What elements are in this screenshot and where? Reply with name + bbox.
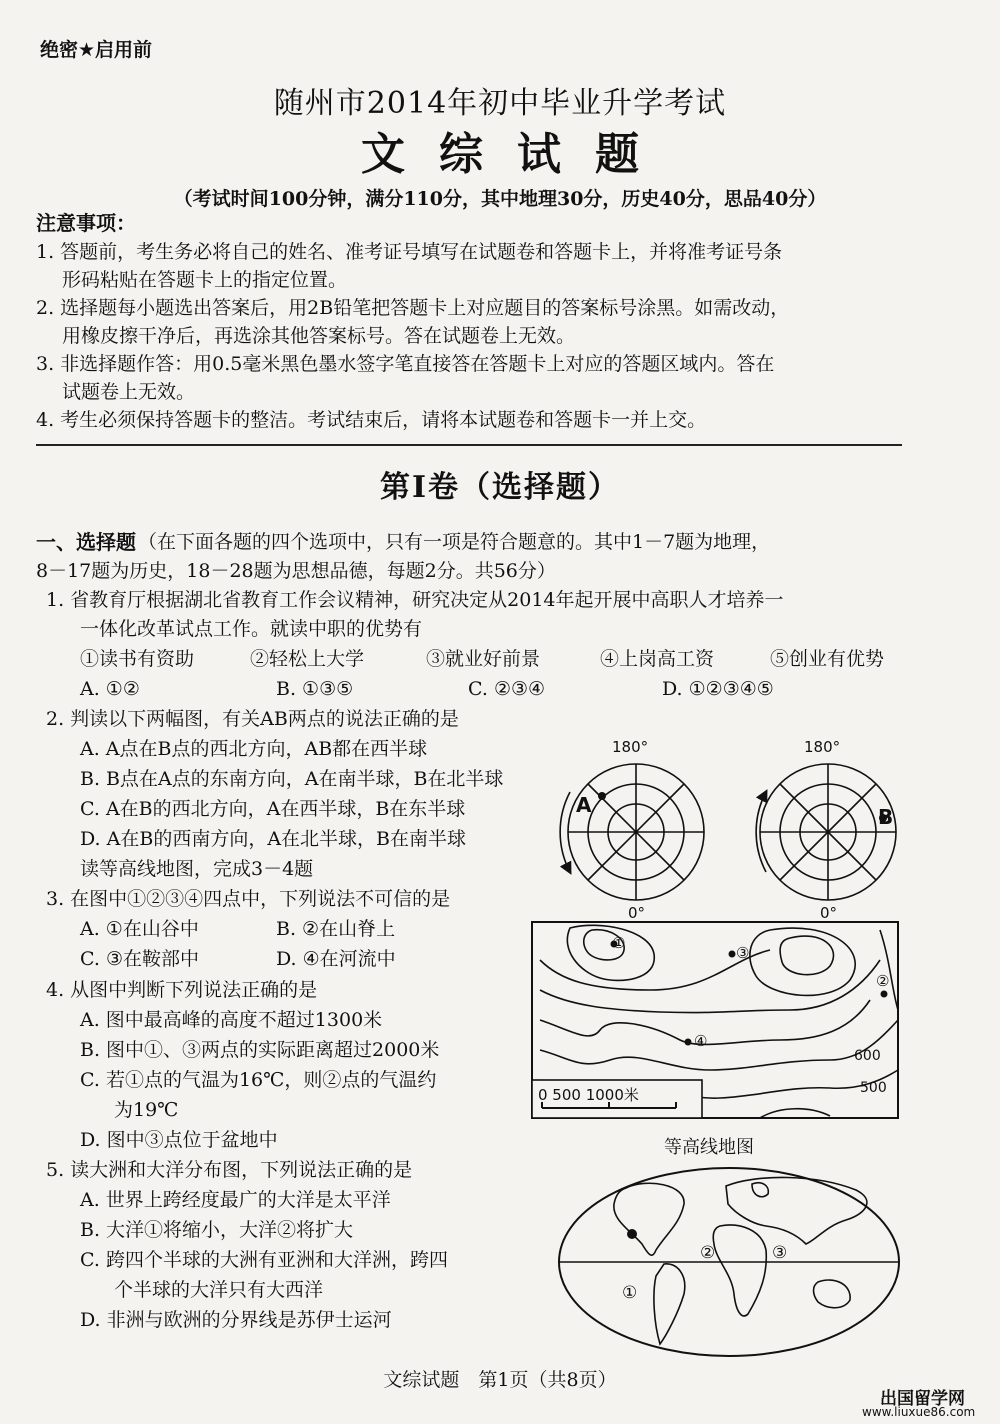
part1-instructions: （在下面各题的四个选项中，只有一项是符合题意的。其中1－7题为地理， [138, 531, 771, 553]
q1-option-d[interactable]: D. ①②③④⑤ [662, 678, 774, 700]
q3-option-a[interactable]: A. ①在山谷中 [80, 918, 199, 940]
q1-option-c[interactable]: C. ②③④ [468, 678, 546, 700]
q4-option-c[interactable]: C. 若①点的气温为16℃，则②点的气温约 [80, 1069, 437, 1091]
q1-stem: 1. 省教育厅根据湖北省教育工作会议精神，研究决定从2014年起开展中高职人才培养一 [46, 589, 784, 611]
q2-option-b[interactable]: B. B点在A点的东南方向，A在南半球，B在北半球 [80, 768, 504, 790]
part1-heading: 一、选择题 [36, 530, 136, 554]
q5-option-b[interactable]: B. 大洋①将缩小，大洋②将扩大 [80, 1219, 354, 1241]
continent-outlines [614, 1177, 867, 1344]
q5-option-c[interactable]: C. 跨四个半球的大洲有亚洲和大洋洲，跨四 [80, 1249, 448, 1271]
notice-line: 形码粘贴在答题卡上的指定位置。 [62, 269, 348, 291]
notice-heading: 注意事项： [36, 211, 136, 235]
q1-item: ③就业好前景 [426, 648, 541, 670]
notice-line: 3. 非选择题作答：用0.5毫米黑色墨水签字笔直接答在答题卡上对应的答题区域内。答在 [36, 353, 775, 375]
q2-stem: 2. 判读以下两幅图，有关AB两点的说法正确的是 [46, 708, 459, 730]
q4-option-d[interactable]: D. 图中③点位于盆地中 [80, 1129, 278, 1151]
point-1: ① [612, 934, 626, 952]
point-3: ③ [736, 944, 750, 962]
scale-bar: 0 500 1000米 [538, 1086, 639, 1104]
q1-item: ⑤创业有优势 [770, 648, 885, 670]
label-180: 180° [804, 738, 841, 756]
exam-title: 随州市2014年初中毕业升学考试 [273, 86, 727, 121]
notice-line: 2. 选择题每小题选出答案后，用2B铅笔把答题卡上对应题目的答案标号涂黑。如需改动， [36, 297, 790, 319]
notice-line: 1. 答题前，考生务必将自己的姓名、准考证号填写在试题卷和答题卡上，并将准考证号条 [36, 241, 783, 263]
contour-label-600: 600 [854, 1048, 881, 1064]
q4-option-b[interactable]: B. 图中①、③两点的实际距离超过2000米 [80, 1039, 440, 1061]
q1-item: ①读书有资助 [80, 648, 195, 670]
ocean-3: ③ [772, 1243, 788, 1263]
q3-4-intro: 读等高线地图，完成3－4题 [80, 858, 314, 880]
contour-label-500: 500 [860, 1080, 887, 1096]
q2-option-c[interactable]: C. A在B的西北方向，A在西半球，B在东半球 [80, 798, 466, 820]
q1-option-b[interactable]: B. ①③⑤ [276, 678, 354, 700]
q4-option-a[interactable]: A. 图中最高峰的高度不超过1300米 [80, 1009, 383, 1031]
point-a-label: A [576, 793, 592, 817]
q3-option-c[interactable]: C. ③在鞍部中 [80, 948, 199, 970]
label-0: 0° [820, 904, 838, 922]
exam-info: （考试时间100分钟，满分110分，其中地理30分，历史40分，思品40分） [173, 188, 827, 210]
subject-title: 文综试题 [361, 129, 673, 180]
q4-option-c-cont: 为19℃ [114, 1099, 179, 1121]
notice-line: 用橡皮擦干净后，再选涂其他答案标号。答在试题卷上无效。 [62, 325, 576, 347]
q5-option-a[interactable]: A. 世界上跨经度最广的大洋是太平洋 [80, 1189, 391, 1211]
point-4: ④ [694, 1032, 708, 1050]
page-footer: 文综试题 第1页（共8页） [383, 1369, 617, 1391]
notice-line: 试题卷上无效。 [62, 381, 196, 403]
polar-map-right [760, 764, 896, 900]
contour-map-figure [530, 920, 902, 1130]
polar-map-left [568, 764, 704, 900]
q1-item: ②轻松上大学 [250, 648, 365, 670]
divider [36, 444, 902, 446]
q4-stem: 4. 从图中判断下列说法正确的是 [46, 979, 318, 1001]
section-title: 第Ⅰ卷（选择题） [379, 470, 621, 505]
label-180: 180° [612, 738, 649, 756]
point-2: ② [876, 972, 890, 990]
ocean-1: ① [622, 1283, 638, 1303]
q5-stem: 5. 读大洲和大洋分布图，下列说法正确的是 [46, 1159, 413, 1181]
q3-option-d[interactable]: D. ④在河流中 [276, 948, 396, 970]
q2-option-a[interactable]: A. A点在B点的西北方向，AB都在西半球 [80, 738, 428, 760]
contour-map-caption: 等高线地图 [664, 1137, 754, 1158]
watermark-name: 出国留学网 [880, 1389, 965, 1409]
q2-option-d[interactable]: D. A在B的西南方向，A在北半球，B在南半球 [80, 828, 467, 850]
polar-projection-figure [540, 732, 910, 922]
q1-option-a[interactable]: A. ①② [80, 678, 140, 700]
q5-option-c-cont: 个半球的大洋只有大西洋 [114, 1279, 324, 1301]
part1-instructions: 8－17题为历史，18－28题为思想品德，每题2分。共56分） [36, 560, 556, 582]
q5-option-d[interactable]: D. 非洲与欧洲的分界线是苏伊士运河 [80, 1309, 392, 1331]
q3-option-b[interactable]: B. ②在山脊上 [276, 918, 396, 940]
notice-line: 4. 考生必须保持答题卡的整洁。考试结束后，请将本试题卷和答题卡一并上交。 [36, 409, 707, 431]
q1-stem: 一体化改革试点工作。就读中职的优势有 [80, 618, 423, 640]
secret-label: 绝密★启用前 [40, 39, 153, 61]
point-b-label: B [878, 805, 894, 829]
point-a-marker [598, 792, 606, 800]
watermark-url: www.liuxue86.com [862, 1405, 976, 1419]
ocean-2: ② [700, 1243, 716, 1263]
label-0: 0° [628, 904, 646, 922]
q1-item: ④上岗高工资 [600, 648, 715, 670]
q3-stem: 3. 在图中①②③④四点中，下列说法不可信的是 [46, 888, 451, 910]
world-map-figure [556, 1164, 902, 1360]
